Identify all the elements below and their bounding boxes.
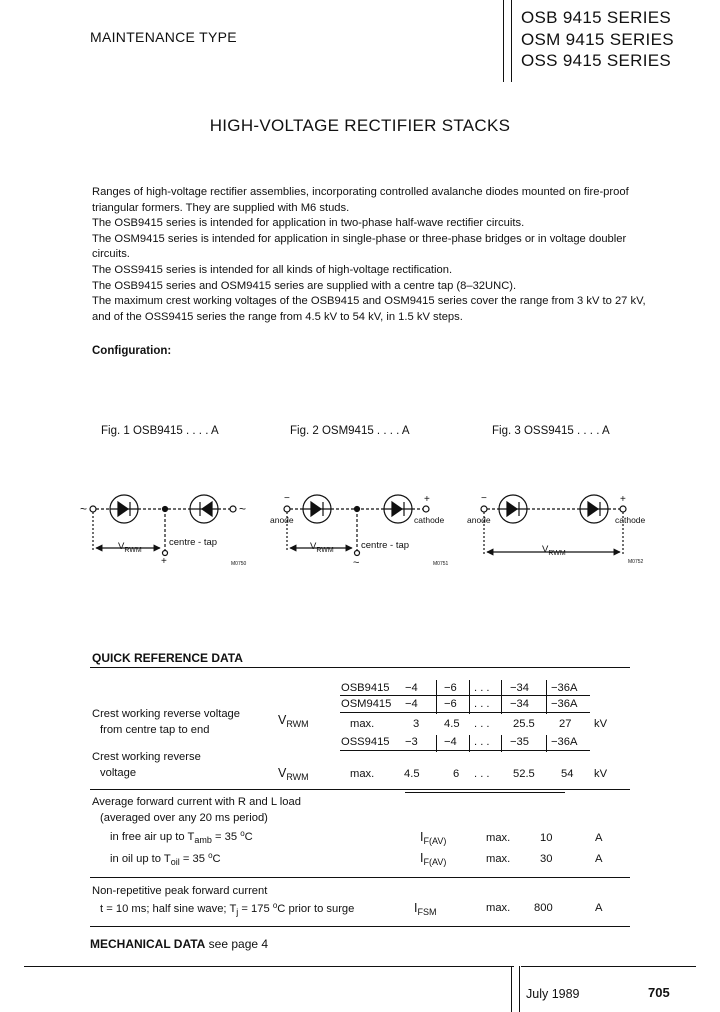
table-col-rule (469, 680, 470, 714)
crest2-label-2: voltage (100, 767, 137, 779)
fig2-centre-tap: centre - tap (361, 540, 410, 551)
crest-val-3: . . . (474, 718, 490, 730)
oil-max: max. (486, 853, 511, 865)
maintenance-type-label: MAINTENANCE TYPE (90, 29, 237, 45)
fig1-code: M0750 (231, 561, 247, 567)
intro-paragraph: The OSM9415 series is intended for application in single-phase or three-phase bridges or in voltage doubler circuits. (92, 232, 627, 261)
table-col-rule (469, 735, 470, 752)
oil-unit: A (595, 853, 603, 865)
intro-paragraph: Ranges of high-voltage rectifier assemblies, incorporating controlled avalanche diodes mounted on fire-proof triangular formers. They are supplied with M6 studs. (92, 186, 629, 214)
quick-reference-heading: QUICK REFERENCE DATA (92, 651, 243, 665)
mechanical-data-note: MECHANICAL DATA see page 4 (90, 937, 269, 951)
footer-divider-outer (511, 966, 512, 1012)
fig1-tilde-left: ~ (80, 502, 88, 516)
osbm-col-2: −6 (444, 682, 457, 694)
table-rule (340, 712, 590, 713)
osbm-col-5: −36A (551, 682, 578, 694)
page-title: HIGH-VOLTAGE RECTIFIER STACKS (209, 116, 511, 135)
table-col-rule (436, 735, 437, 752)
table-rule (340, 695, 590, 696)
fig2-minus: − (284, 493, 290, 504)
crest2-max: max. (350, 768, 375, 780)
oss-col-5: −36A (551, 736, 578, 748)
fig2-plus: + (424, 494, 430, 505)
crest-unit: kV (594, 718, 608, 730)
crest-val-5: 27 (559, 718, 572, 730)
intro-paragraph: The maximum crest working voltages of the OSB9415 and OSM9415 series cover the range from 3 kV to 27 kV, and of the OSS9415 series the range from 4.5 kV to 54 kV, in 1.5 kV steps. (92, 295, 646, 323)
table-rule (340, 750, 590, 751)
crest2-unit: kV (594, 768, 608, 780)
avg-label-2: (averaged over any 20 ms period) (100, 812, 268, 824)
section-rule (90, 926, 630, 927)
fig2-code: M0751 (433, 561, 449, 567)
series-osb: OSB 9415 SERIES (521, 8, 672, 27)
free-air-max: max. (486, 832, 511, 844)
free-air-unit: A (595, 832, 603, 844)
osbm-col-3: . . . (474, 698, 490, 710)
surge-label-1: Non-repetitive peak forward current (92, 885, 268, 897)
fig3-code: M0752 (628, 559, 644, 565)
free-air-label: in free air up to $T_{amb} = 35$ $^o$C (110, 829, 253, 845)
configuration-heading: Configuration: (92, 345, 172, 357)
fig3-minus: − (481, 493, 487, 504)
page-number: 705 (648, 985, 670, 1000)
quick-reference-rule (90, 667, 630, 668)
fig3-anode: anode (467, 515, 491, 525)
series-oss: OSS 9415 SERIES (521, 51, 672, 70)
intro-paragraph: The OSS9415 series is intended for all kinds of high-voltage rectification. (92, 263, 453, 276)
fig2-anode: anode (270, 515, 294, 525)
crest-symbol: $V_{RWM}$ (278, 713, 309, 729)
table-col-rule (501, 680, 502, 714)
fig2-caption: Fig. 2 OSM9415 . . . . A (290, 425, 410, 437)
oss-col-1: −3 (405, 736, 418, 748)
osbm-col-5: −36A (551, 698, 578, 710)
fig1-tilde-right: ~ (239, 502, 247, 516)
table-col-rule (546, 680, 547, 714)
crest2-val-3: . . . (474, 768, 490, 780)
crest2-symbol: $V_{RWM}$ (278, 766, 309, 782)
crest-val-1: 3 (413, 718, 420, 730)
oil-symbol: $I_{F(AV)}$ (420, 851, 447, 867)
osbm-col-3: . . . (474, 682, 490, 694)
publication-date: July 1989 (526, 987, 580, 1001)
fig3-plus: + (620, 494, 626, 505)
crest2-label-1: Crest working reverse (92, 751, 201, 763)
osbm-col-1: −4 (405, 682, 418, 694)
oss-col-3: . . . (474, 736, 490, 748)
crest2-val-5: 54 (561, 768, 574, 780)
fig3-caption: Fig. 3 OSS9415 . . . . A (492, 425, 610, 437)
oil-label: in oil up to $T_{oil} = 35$ $^o$C (110, 851, 221, 867)
footer-rule-right (521, 966, 696, 967)
osbm-col-1: −4 (405, 698, 418, 710)
oss-label: OSS9415 (341, 736, 390, 748)
osbm-col-2: −6 (444, 698, 457, 710)
fig2-vrwm: $V_{RWM}$ (310, 541, 334, 554)
footer-rule-left (24, 966, 514, 967)
surge-unit: A (595, 902, 603, 914)
fig2-tilde: ~ (353, 557, 360, 569)
fig3-vrwm: $V_{RWM}$ (542, 544, 566, 557)
surge-value: 800 (534, 902, 553, 914)
section-rule (90, 789, 630, 790)
crest-max: max. (350, 718, 375, 730)
table-col-rule (501, 735, 502, 752)
section-rule-short (405, 792, 565, 793)
crest2-val-1: 4.5 (404, 768, 420, 780)
fig1-caption: Fig. 1 OSB9415 . . . . A (101, 425, 219, 437)
intro-paragraph: The OSB9415 series is intended for application in two-phase half-wave rectifier circuits. (92, 217, 525, 230)
oil-value: 30 (540, 853, 553, 865)
intro-paragraph: The OSB9415 series and OSM9415 series are supplied with a centre tap (8–32UNC). (92, 279, 517, 292)
fig3-cathode: cathode (615, 515, 646, 525)
surge-label-2: t = 10 ms; half sine wave; $T_j = 175$ $^o$C prior to surge (100, 901, 355, 917)
crest-label-2: from centre tap to end (100, 724, 210, 736)
osbm-col-4: −34 (510, 698, 529, 710)
osb-label: OSB9415 (341, 682, 390, 694)
crest-label-1: Crest working reverse voltage (92, 708, 240, 720)
crest-val-2: 4.5 (444, 718, 460, 730)
fig1-centre-tap: centre - tap (169, 537, 218, 548)
oss-col-4: −35 (510, 736, 529, 748)
free-air-value: 10 (540, 832, 553, 844)
section-rule (90, 877, 630, 878)
osm-label: OSM9415 (341, 698, 392, 710)
surge-max: max. (486, 902, 511, 914)
oss-col-2: −4 (444, 736, 457, 748)
table-col-rule (546, 735, 547, 752)
crest-val-4: 25.5 (513, 718, 535, 730)
footer-divider-inner (519, 966, 520, 1012)
fig1-plus: + (161, 556, 167, 567)
fig1-vrwm: $V_{RWM}$ (118, 541, 142, 554)
fig3-diagram (481, 495, 626, 556)
avg-label-1: Average forward current with R and L load (92, 796, 301, 808)
fig2-cathode: cathode (414, 515, 445, 525)
free-air-symbol: $I_{F(AV)}$ (420, 830, 447, 846)
osbm-col-4: −34 (510, 682, 529, 694)
surge-symbol: $I_{FSM}$ (414, 901, 437, 917)
table-col-rule (436, 680, 437, 714)
series-osm: OSM 9415 SERIES (521, 30, 674, 49)
crest2-val-2: 6 (453, 768, 460, 780)
crest2-val-4: 52.5 (513, 768, 535, 780)
